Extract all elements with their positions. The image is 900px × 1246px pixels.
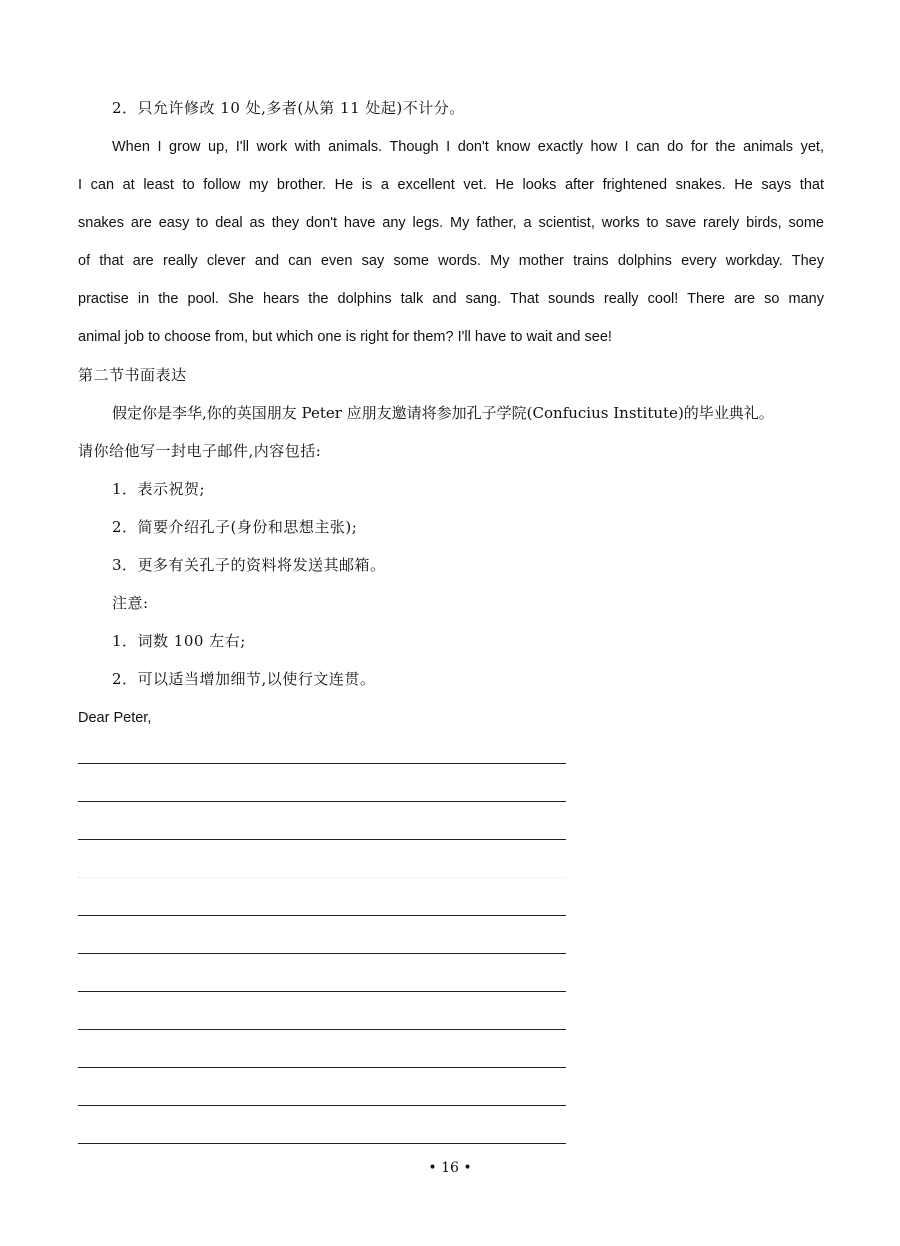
answer-line[interactable] bbox=[78, 915, 566, 916]
content-point: 3．更多有关孔子的资料将发送其邮箱。 bbox=[112, 556, 386, 574]
correction-rule-2: 2．只允许修改 10 处,多者(从第 11 处起)不计分。 bbox=[112, 99, 465, 117]
note-item: 2．可以适当增加细节,以使行文连贯。 bbox=[112, 670, 376, 688]
passage-line: snakes are easy to deal as they don't have any legs. My father, a scientist, works to save rarely birds, some bbox=[78, 215, 824, 231]
note-item: 1．词数 100 左右; bbox=[112, 632, 246, 650]
answer-line[interactable] bbox=[78, 763, 566, 764]
answer-line[interactable] bbox=[78, 1067, 566, 1068]
writing-prompt: 假定你是李华,你的英国朋友 Peter 应朋友邀请将参加孔子学院(Confucius Institute)的毕业典礼。 bbox=[112, 404, 774, 422]
content-point: 2．简要介绍孔子(身份和思想主张); bbox=[112, 518, 358, 536]
salutation: Dear Peter, bbox=[78, 710, 152, 726]
answer-line[interactable] bbox=[78, 1105, 566, 1106]
answer-line[interactable] bbox=[78, 991, 566, 992]
content-point: 1．表示祝贺; bbox=[112, 480, 206, 498]
answer-line[interactable] bbox=[78, 1143, 566, 1144]
writing-prompt-cont: 请你给他写一封电子邮件,内容包括: bbox=[78, 442, 322, 460]
section-title: 第二节书面表达 bbox=[78, 366, 187, 384]
notes-label: 注意: bbox=[112, 594, 149, 612]
page-number: • 16 • bbox=[428, 1160, 472, 1176]
passage-line: When I grow up, I'll work with animals. Though I don't know exactly how I can do for the animals yet, bbox=[112, 139, 824, 155]
answer-line[interactable] bbox=[78, 953, 566, 954]
answer-line[interactable] bbox=[78, 1029, 566, 1030]
passage-line: animal job to choose from, but which one is right for them? I'll have to wait and see! bbox=[78, 329, 612, 345]
answer-line[interactable] bbox=[78, 839, 566, 840]
answer-line-faint bbox=[78, 877, 566, 878]
passage-line: of that are really clever and can even say some words. My mother trains dolphins every workday. They bbox=[78, 253, 824, 269]
answer-line[interactable] bbox=[78, 801, 566, 802]
passage-line: I can at least to follow my brother. He is a excellent vet. He looks after frightened snakes. He says that bbox=[78, 177, 824, 193]
passage-line: practise in the pool. She hears the dolphins talk and sang. That sounds really cool! There are so many bbox=[78, 291, 824, 307]
